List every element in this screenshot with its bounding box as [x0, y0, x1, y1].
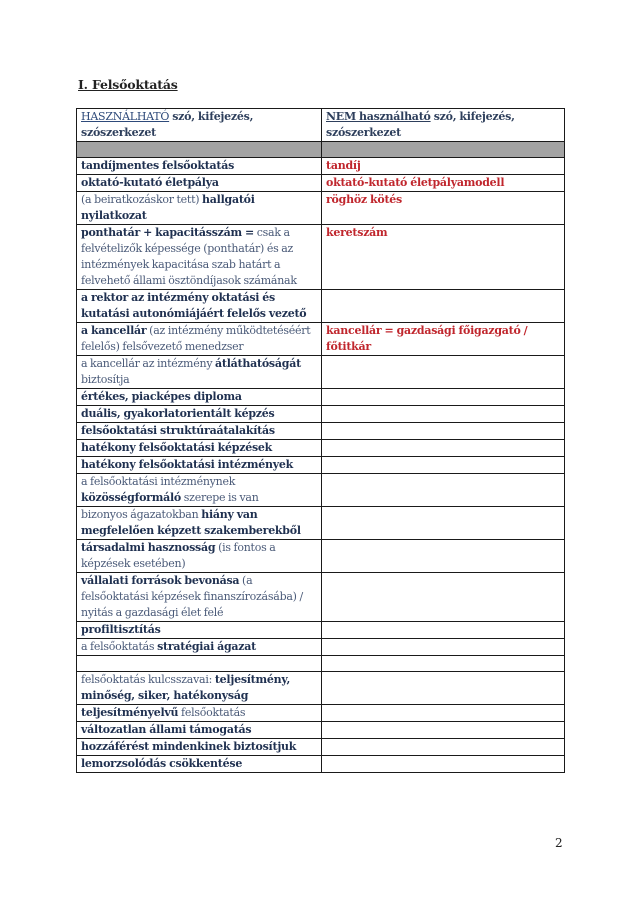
not-usable-term-cell: keretszám	[322, 225, 565, 290]
term-context: felsőoktatás kulcsszavai:	[81, 673, 215, 686]
term-context: bizonyos ágazatokban	[81, 508, 202, 521]
usable-term-cell	[77, 540, 322, 573]
usable-term-cell	[77, 356, 322, 389]
term-bold: hiány van megfelelően képzett szakemberekből	[81, 508, 301, 537]
separator-cell	[322, 142, 565, 158]
usable-term-cell	[77, 739, 322, 756]
usable-term-cell	[77, 672, 322, 705]
table-row	[77, 323, 565, 356]
not-usable-term-cell: kancellár = gazdasági főigazgató / főtitkár	[322, 323, 565, 356]
term-bold: stratégiai ágazat	[157, 640, 256, 653]
usable-term-cell	[77, 192, 322, 225]
term-bold: hatékony felsőoktatási képzések	[81, 441, 273, 454]
term-bold: hallgatói nyilatkozat	[81, 193, 255, 222]
not-usable-term-cell	[322, 423, 565, 440]
usable-term-cell	[77, 323, 322, 356]
table-row	[77, 622, 565, 639]
table-row	[77, 739, 565, 756]
not-usable-term-cell: tandíj	[322, 158, 565, 175]
table-row	[77, 507, 565, 540]
usable-term-cell	[77, 656, 322, 672]
table-row	[77, 423, 565, 440]
table-row	[77, 756, 565, 773]
usable-term-cell	[77, 507, 322, 540]
usable-term-cell	[77, 225, 322, 290]
term-bold: teljesítmény, minőség, siker, hatékonyság	[81, 673, 291, 702]
term-bold: teljesítményelvű	[81, 706, 179, 719]
not-usable-term-cell	[322, 356, 565, 389]
not-usable-term-cell	[322, 507, 565, 540]
separator-cell	[77, 142, 322, 158]
table-row	[77, 705, 565, 722]
not-usable-term-cell	[322, 457, 565, 474]
term-bold: lemorzsolódás csökkentése	[81, 757, 243, 770]
table-row	[77, 175, 565, 192]
term-bold: ponthatár + kapacitásszám =	[81, 226, 254, 239]
usable-term-cell	[77, 175, 322, 192]
term-bold: közösségformáló	[81, 491, 182, 504]
header-usable	[77, 109, 322, 142]
term-bold: oktató-kutató életpálya	[81, 176, 219, 189]
term-bold: átláthatóságát	[215, 357, 301, 370]
usable-term-cell	[77, 639, 322, 656]
term-context: (a beiratkozáskor tett)	[81, 193, 203, 206]
usable-term-cell	[77, 722, 322, 739]
section-title: I. Felsőoktatás	[78, 77, 178, 92]
term-bold: hatékony felsőoktatási intézmények	[81, 458, 294, 471]
term-context: szerepe is van	[181, 491, 259, 504]
usable-label: HASZNÁLHATÓ	[81, 110, 170, 123]
table-row	[77, 656, 565, 672]
page-number: 2	[555, 836, 563, 850]
table-row	[77, 722, 565, 739]
not-usable-term-cell	[322, 389, 565, 406]
term-bold: profiltisztítás	[81, 623, 161, 636]
not-usable-term-cell	[322, 639, 565, 656]
term-context: (az intézmény működtetéséért felelős) felsővezető menedzser	[81, 324, 311, 353]
table-row	[77, 639, 565, 656]
term-bold: vállalati források bevonása	[81, 574, 240, 587]
term-bold: értékes, piacképes diploma	[81, 390, 242, 403]
not-usable-term-cell	[322, 440, 565, 457]
header-not-usable	[322, 109, 565, 142]
term-bold: tandíjmentes felsőoktatás	[81, 159, 235, 172]
usable-label-rest: szó, kifejezés, szószerkezet	[81, 110, 254, 139]
not-usable-term-cell	[322, 756, 565, 773]
table-row	[77, 389, 565, 406]
usable-term-cell	[77, 705, 322, 722]
usable-term-cell	[77, 290, 322, 323]
not-usable-term-cell	[322, 540, 565, 573]
separator-row	[77, 142, 565, 158]
terminology-table	[76, 108, 565, 773]
table-row	[77, 290, 565, 323]
not-usable-term-cell	[322, 406, 565, 423]
term-context: (a felsőoktatási képzések finanszírozásába) / nyitás a gazdasági élet felé	[81, 574, 303, 619]
usable-term-cell	[77, 622, 322, 639]
usable-term-cell	[77, 423, 322, 440]
term-bold: a rektor az intézmény oktatási és kutatási autonómiájáért felelős vezető	[81, 291, 307, 320]
table-row	[77, 672, 565, 705]
table-header-row	[77, 109, 565, 142]
not-usable-term-cell	[322, 656, 565, 672]
table-row	[77, 573, 565, 622]
not-usable-term-cell	[322, 705, 565, 722]
usable-term-cell	[77, 440, 322, 457]
term-context: biztosítja	[81, 373, 130, 386]
not-usable-term-cell	[322, 722, 565, 739]
usable-term-cell	[77, 474, 322, 507]
usable-term-cell	[77, 573, 322, 622]
term-context: csak a felvételizők képessége (ponthatár) és az intézmények kapacitása szab határt a felvehető állami ösztöndíjasok számának	[81, 226, 297, 287]
table-row	[77, 540, 565, 573]
not-usable-term-cell	[322, 474, 565, 507]
table-row	[77, 457, 565, 474]
table-row	[77, 158, 565, 175]
table-row	[77, 440, 565, 457]
table-row	[77, 406, 565, 423]
term-context: a felsőoktatás	[81, 640, 158, 653]
usable-term-cell	[77, 457, 322, 474]
term-context: felsőoktatás	[178, 706, 246, 719]
table-row	[77, 225, 565, 290]
table-row	[77, 474, 565, 507]
term-bold: a kancellár	[81, 324, 147, 337]
term-context: a felsőoktatási intézménynek	[81, 475, 236, 488]
not-usable-term-cell: röghöz kötés	[322, 192, 565, 225]
term-bold: változatlan állami támogatás	[81, 723, 252, 736]
table-row	[77, 356, 565, 389]
not-usable-term-cell	[322, 290, 565, 323]
term-bold: felsőoktatási struktúraátalakítás	[81, 424, 275, 437]
not-usable-term-cell	[322, 622, 565, 639]
term-bold: duális, gyakorlatorientált képzés	[81, 407, 275, 420]
usable-term-cell	[77, 406, 322, 423]
table-row	[77, 192, 565, 225]
term-context: (is fontos a képzések esetében)	[81, 541, 276, 570]
not-usable-term-cell: oktató-kutató életpályamodell	[322, 175, 565, 192]
not-usable-term-cell	[322, 739, 565, 756]
not-usable-label-rest: szó, kifejezés, szószerkezet	[326, 110, 515, 139]
usable-term-cell	[77, 756, 322, 773]
usable-term-cell	[77, 158, 322, 175]
usable-term-cell	[77, 389, 322, 406]
term-context: a kancellár az intézmény	[81, 357, 216, 370]
not-usable-term-cell	[322, 672, 565, 705]
not-usable-label: NEM használható	[326, 110, 431, 123]
not-usable-term-cell	[322, 573, 565, 622]
term-bold: hozzáférést mindenkinek biztosítjuk	[81, 740, 297, 753]
term-bold: társadalmi hasznosság	[81, 541, 216, 554]
